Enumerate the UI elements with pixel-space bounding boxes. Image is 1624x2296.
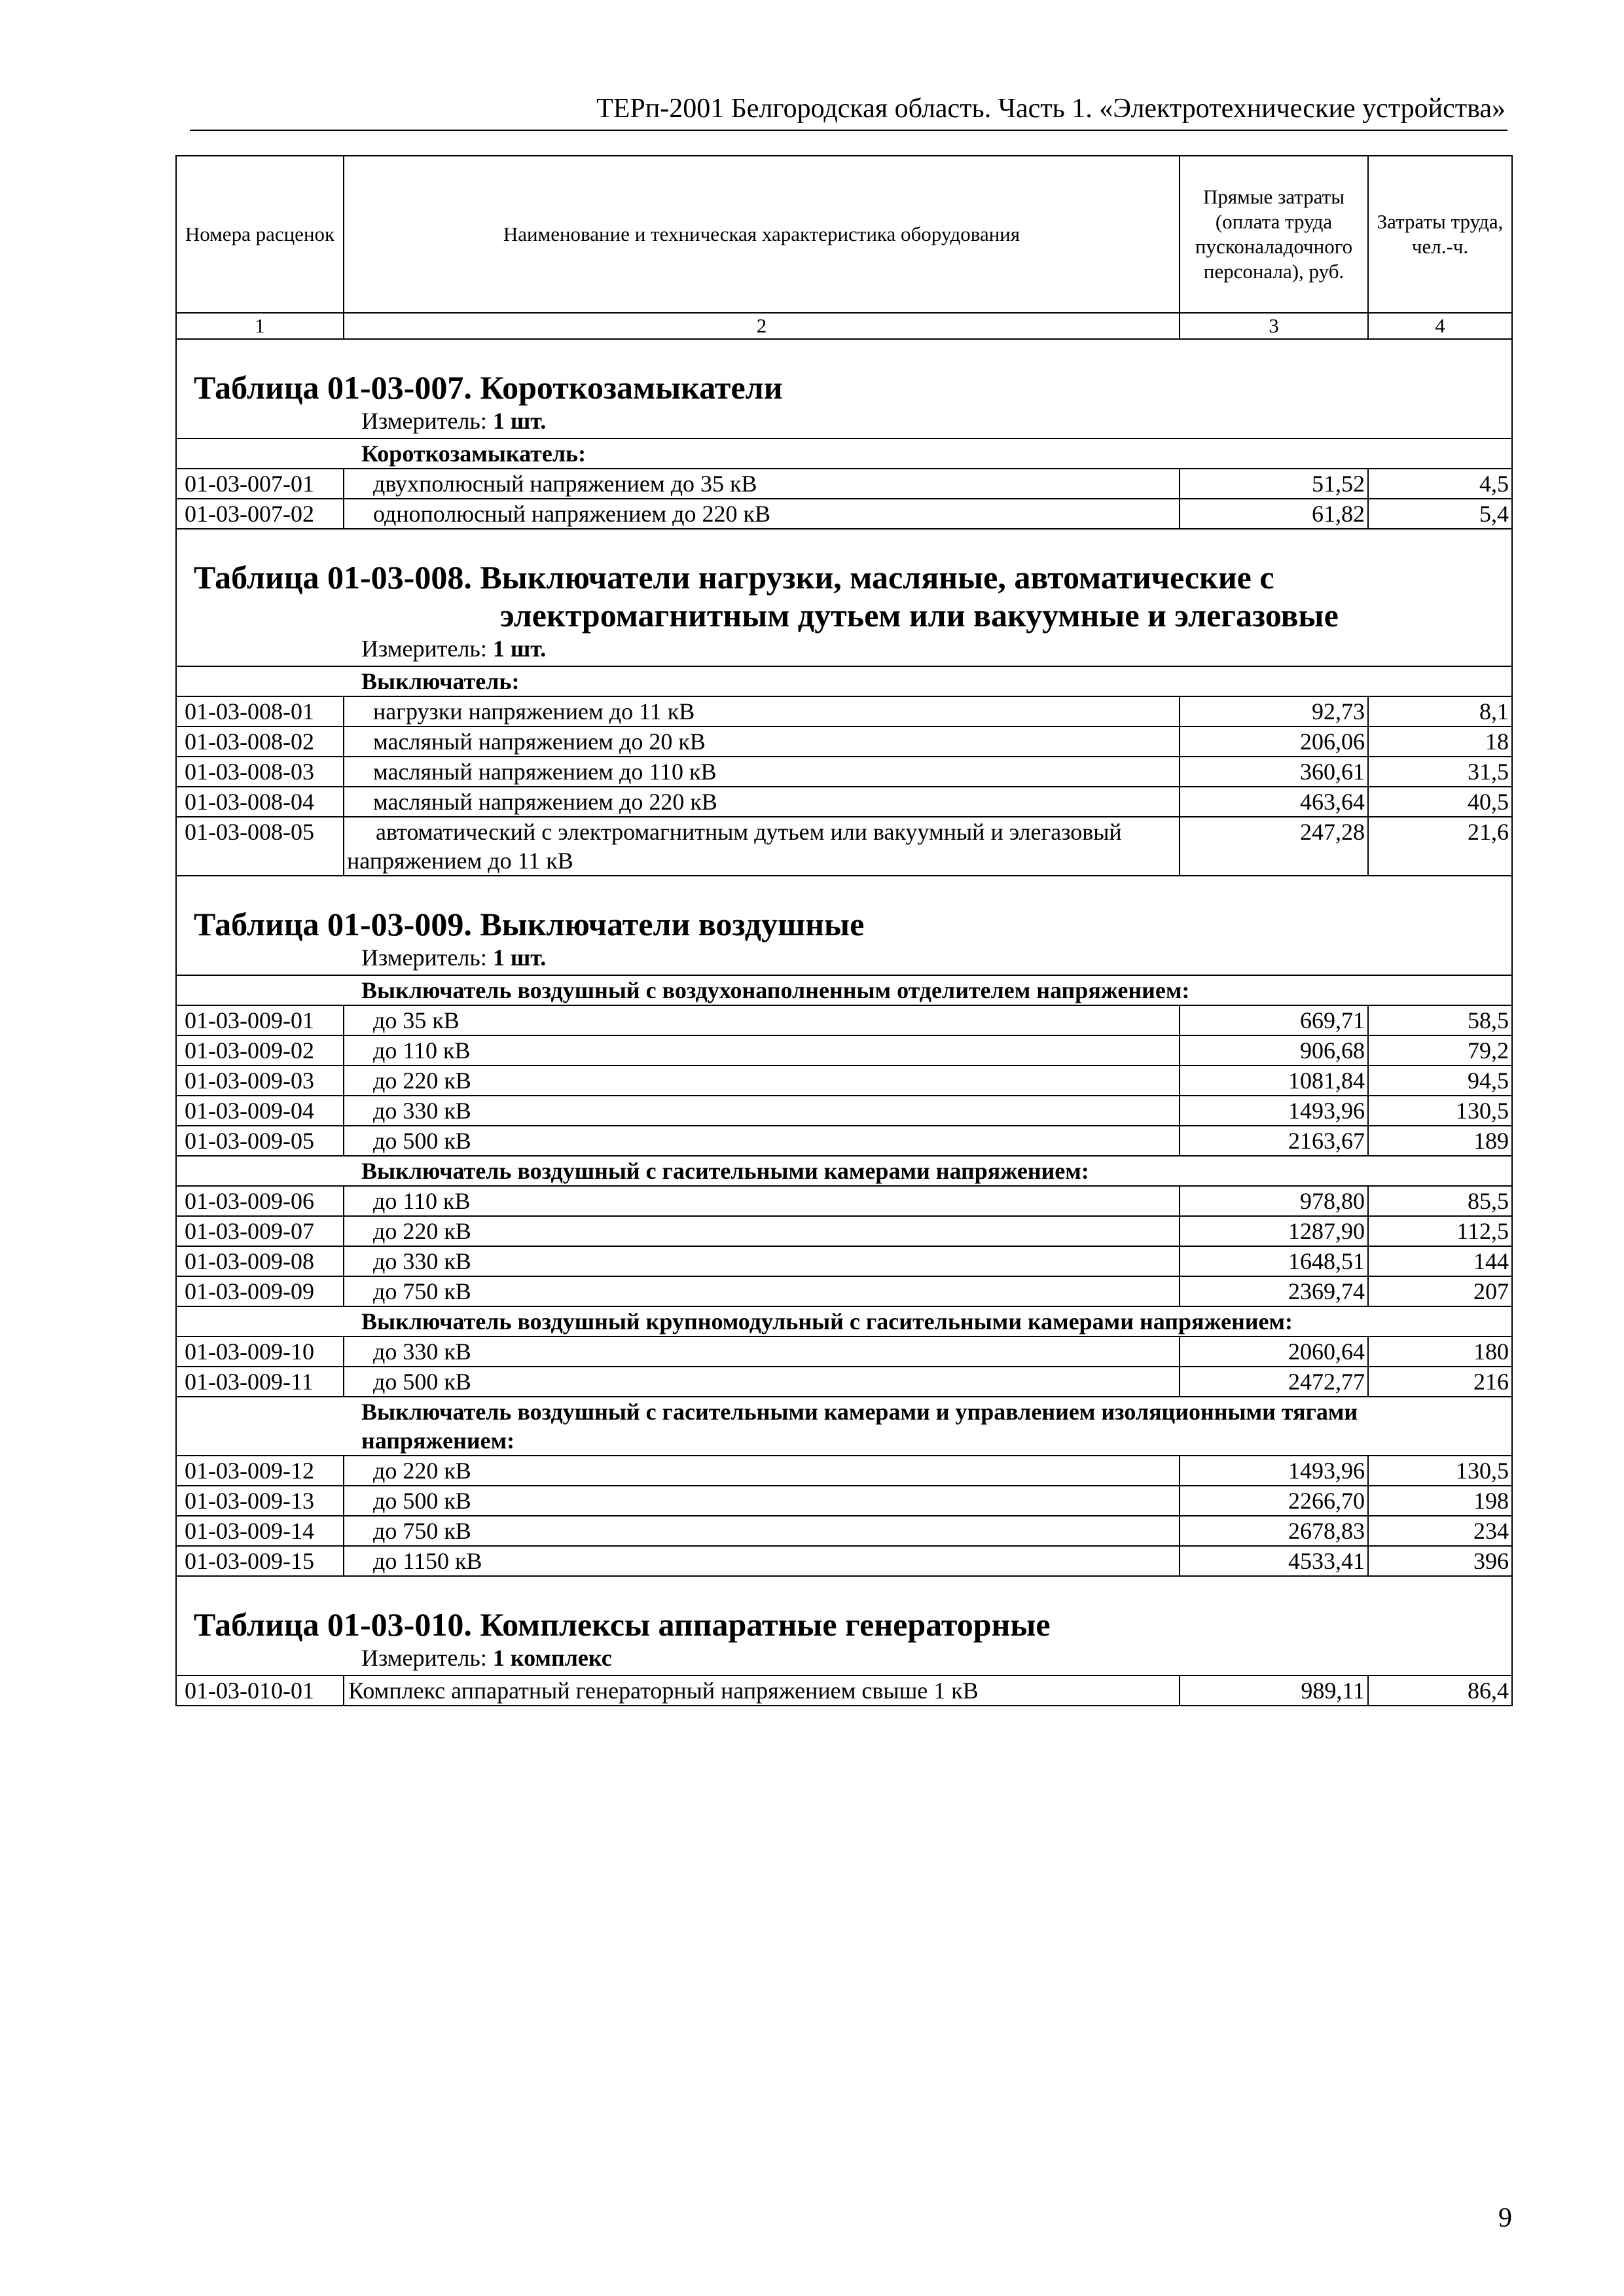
labor-hours: 94,5 bbox=[1368, 1066, 1512, 1096]
section-measure bbox=[177, 1643, 1511, 1675]
header-col-direct-cost: Прямые затраты (оплата труда пусконаладочного персонала), руб. bbox=[1180, 156, 1368, 313]
direct-cost: 989,11 bbox=[1180, 1676, 1368, 1706]
running-header: ТЕРп-2001 Белгородская область. Часть 1. «Электротехнические устройства» bbox=[596, 94, 1506, 124]
table-row bbox=[176, 469, 1512, 499]
rate-code: 01-03-009-05 bbox=[176, 1126, 344, 1156]
equipment-name: до 1150 кВ bbox=[344, 1546, 1180, 1576]
equipment-name: до 500 кВ bbox=[344, 1486, 1180, 1516]
measure-value: 1 шт. bbox=[492, 408, 547, 434]
rate-code: 01-03-010-01 bbox=[176, 1676, 344, 1706]
rate-code: 01-03-009-06 bbox=[176, 1186, 344, 1216]
rate-code: 01-03-008-04 bbox=[176, 787, 344, 817]
group-label: Выключатель воздушный с воздухонаполненным отделителем напряжением: bbox=[176, 975, 1512, 1005]
rate-code: 01-03-009-01 bbox=[176, 1005, 344, 1035]
table-row bbox=[176, 1035, 1512, 1066]
equipment-name: до 35 кВ bbox=[344, 1005, 1180, 1035]
labor-hours: 40,5 bbox=[1368, 787, 1512, 817]
equipment-name: масляный напряжением до 110 кВ bbox=[344, 757, 1180, 787]
table-row bbox=[176, 1367, 1512, 1397]
rate-code: 01-03-008-01 bbox=[176, 696, 344, 726]
table-column-numbers-row bbox=[176, 313, 1512, 339]
labor-hours: 144 bbox=[1368, 1246, 1512, 1276]
section-header bbox=[176, 1576, 1512, 1676]
equipment-name: нагрузки напряжением до 11 кВ bbox=[344, 696, 1180, 726]
labor-hours: 5,4 bbox=[1368, 499, 1512, 529]
rate-code: 01-03-009-10 bbox=[176, 1336, 344, 1367]
group-header-row bbox=[176, 975, 1512, 1005]
direct-cost: 2369,74 bbox=[1180, 1276, 1368, 1306]
table-row bbox=[176, 1546, 1512, 1576]
labor-hours: 18 bbox=[1368, 726, 1512, 757]
section-title-text: Таблица 01-03-008. Выключатели нагрузки, масляные, автоматические с bbox=[194, 559, 1274, 596]
direct-cost: 61,82 bbox=[1180, 499, 1368, 529]
table-row bbox=[176, 1246, 1512, 1276]
table-row bbox=[176, 726, 1512, 757]
price-table bbox=[175, 155, 1513, 1706]
equipment-name: до 500 кВ bbox=[344, 1126, 1180, 1156]
direct-cost: 51,52 bbox=[1180, 469, 1368, 499]
table-row bbox=[176, 817, 1512, 876]
direct-cost: 1081,84 bbox=[1180, 1066, 1368, 1096]
table-row bbox=[176, 1066, 1512, 1096]
equipment-name: до 220 кВ bbox=[344, 1456, 1180, 1486]
equipment-name: масляный напряжением до 220 кВ bbox=[344, 787, 1180, 817]
group-header-row bbox=[176, 666, 1512, 696]
labor-hours: 189 bbox=[1368, 1126, 1512, 1156]
direct-cost: 360,61 bbox=[1180, 757, 1368, 787]
direct-cost: 669,71 bbox=[1180, 1005, 1368, 1035]
labor-hours: 79,2 bbox=[1368, 1035, 1512, 1066]
equipment-name: двухполюсный напряжением до 35 кВ bbox=[344, 469, 1180, 499]
header-col-labor: Затраты труда, чел.-ч. bbox=[1368, 156, 1512, 313]
table-row bbox=[176, 1096, 1512, 1126]
section-title-text: Таблица 01-03-009. Выключатели воздушные bbox=[194, 906, 865, 942]
section-header bbox=[176, 876, 1512, 975]
section-header bbox=[176, 339, 1512, 439]
rate-code: 01-03-009-03 bbox=[176, 1066, 344, 1096]
price-table-container bbox=[175, 155, 1511, 1706]
table-row bbox=[176, 1216, 1512, 1246]
labor-hours: 198 bbox=[1368, 1486, 1512, 1516]
section-header bbox=[176, 529, 1512, 666]
labor-hours: 130,5 bbox=[1368, 1456, 1512, 1486]
direct-cost: 1648,51 bbox=[1180, 1246, 1368, 1276]
group-header-row bbox=[176, 1397, 1512, 1456]
rate-code: 01-03-008-02 bbox=[176, 726, 344, 757]
measure-label: Измеритель: bbox=[361, 944, 487, 971]
measure-label: Измеритель: bbox=[361, 408, 487, 434]
equipment-name: автоматический с электромагнитным дутьем или вакуумный и элегазовый напряжением до 11 кВ bbox=[344, 817, 1180, 876]
equipment-name: до 220 кВ bbox=[344, 1216, 1180, 1246]
measure-value: 1 шт. bbox=[492, 944, 547, 971]
section-header-row bbox=[176, 529, 1512, 666]
equipment-name: до 500 кВ bbox=[344, 1367, 1180, 1397]
group-header-row bbox=[176, 439, 1512, 469]
rate-code: 01-03-009-13 bbox=[176, 1486, 344, 1516]
header-col-name: Наименование и техническая характеристика оборудования bbox=[344, 156, 1180, 313]
direct-cost: 247,28 bbox=[1180, 817, 1368, 876]
rate-code: 01-03-009-07 bbox=[176, 1216, 344, 1246]
rate-code: 01-03-009-04 bbox=[176, 1096, 344, 1126]
equipment-name: масляный напряжением до 20 кВ bbox=[344, 726, 1180, 757]
rate-code: 01-03-009-11 bbox=[176, 1367, 344, 1397]
labor-hours: 4,5 bbox=[1368, 469, 1512, 499]
table-row bbox=[176, 787, 1512, 817]
labor-hours: 180 bbox=[1368, 1336, 1512, 1367]
direct-cost: 2163,67 bbox=[1180, 1126, 1368, 1156]
table-row bbox=[176, 1486, 1512, 1516]
equipment-name: до 330 кВ bbox=[344, 1096, 1180, 1126]
rate-code: 01-03-008-05 bbox=[176, 817, 344, 876]
equipment-name: до 220 кВ bbox=[344, 1066, 1180, 1096]
section-header-row bbox=[176, 339, 1512, 439]
measure-label: Измеритель: bbox=[361, 636, 487, 662]
equipment-name: однополюсный напряжением до 220 кВ bbox=[344, 499, 1180, 529]
measure-label: Измеритель: bbox=[361, 1645, 487, 1671]
rate-code: 01-03-009-08 bbox=[176, 1246, 344, 1276]
page-number: 9 bbox=[1498, 2203, 1512, 2233]
column-number-2: 2 bbox=[344, 313, 1180, 339]
direct-cost: 1287,90 bbox=[1180, 1216, 1368, 1246]
equipment-name: до 750 кВ bbox=[344, 1276, 1180, 1306]
direct-cost: 1493,96 bbox=[1180, 1096, 1368, 1126]
table-header-row bbox=[176, 156, 1512, 313]
direct-cost: 2472,77 bbox=[1180, 1367, 1368, 1397]
labor-hours: 130,5 bbox=[1368, 1096, 1512, 1126]
group-header-row bbox=[176, 1306, 1512, 1336]
equipment-name: Комплекс аппаратный генераторный напряжением свыше 1 кВ bbox=[344, 1676, 1180, 1706]
section-header-row bbox=[176, 1576, 1512, 1676]
equipment-name: до 110 кВ bbox=[344, 1186, 1180, 1216]
rate-code: 01-03-009-14 bbox=[176, 1516, 344, 1546]
table-row bbox=[176, 1126, 1512, 1156]
measure-value: 1 шт. bbox=[492, 636, 547, 662]
labor-hours: 86,4 bbox=[1368, 1676, 1512, 1706]
table-row bbox=[176, 499, 1512, 529]
price-table-body bbox=[176, 156, 1512, 1706]
table-row bbox=[176, 1005, 1512, 1035]
table-row bbox=[176, 1456, 1512, 1486]
rate-code: 01-03-009-09 bbox=[176, 1276, 344, 1306]
section-header-row bbox=[176, 876, 1512, 975]
section-title-text: Таблица 01-03-007. Короткозамыкатели bbox=[194, 369, 783, 406]
group-label: Короткозамыкатель: bbox=[176, 439, 1512, 469]
rate-code: 01-03-009-12 bbox=[176, 1456, 344, 1486]
section-measure bbox=[177, 943, 1511, 975]
column-number-4: 4 bbox=[1368, 313, 1512, 339]
section-title-text: Таблица 01-03-010. Комплексы аппаратные генераторные bbox=[194, 1606, 1051, 1643]
section-title bbox=[177, 340, 1511, 406]
header-rule bbox=[190, 130, 1507, 131]
direct-cost: 1493,96 bbox=[1180, 1456, 1368, 1486]
group-label: Выключатель воздушный с гасительными камерами напряжением: bbox=[176, 1156, 1512, 1186]
section-measure bbox=[177, 634, 1511, 666]
labor-hours: 85,5 bbox=[1368, 1186, 1512, 1216]
direct-cost: 978,80 bbox=[1180, 1186, 1368, 1216]
table-row bbox=[176, 1516, 1512, 1546]
direct-cost: 4533,41 bbox=[1180, 1546, 1368, 1576]
direct-cost: 906,68 bbox=[1180, 1035, 1368, 1066]
labor-hours: 112,5 bbox=[1368, 1216, 1512, 1246]
rate-code: 01-03-007-02 bbox=[176, 499, 344, 529]
labor-hours: 207 bbox=[1368, 1276, 1512, 1306]
equipment-name: до 750 кВ bbox=[344, 1516, 1180, 1546]
equipment-name: до 110 кВ bbox=[344, 1035, 1180, 1066]
equipment-name: до 330 кВ bbox=[344, 1336, 1180, 1367]
direct-cost: 2266,70 bbox=[1180, 1486, 1368, 1516]
group-header-row bbox=[176, 1156, 1512, 1186]
table-row bbox=[176, 696, 1512, 726]
group-label: Выключатель воздушный крупномодульный с гасительными камерами напряжением: bbox=[176, 1306, 1512, 1336]
table-row bbox=[176, 1676, 1512, 1706]
direct-cost: 92,73 bbox=[1180, 696, 1368, 726]
rate-code: 01-03-008-03 bbox=[176, 757, 344, 787]
measure-value: 1 комплекс bbox=[492, 1645, 612, 1671]
direct-cost: 2678,83 bbox=[1180, 1516, 1368, 1546]
table-row bbox=[176, 757, 1512, 787]
rate-code: 01-03-009-02 bbox=[176, 1035, 344, 1066]
column-number-3: 3 bbox=[1180, 313, 1368, 339]
labor-hours: 8,1 bbox=[1368, 696, 1512, 726]
labor-hours: 216 bbox=[1368, 1367, 1512, 1397]
section-title bbox=[177, 1577, 1511, 1643]
group-label: Выключатель: bbox=[176, 666, 1512, 696]
section-title bbox=[177, 529, 1511, 634]
labor-hours: 58,5 bbox=[1368, 1005, 1512, 1035]
section-title bbox=[177, 876, 1511, 943]
labor-hours: 234 bbox=[1368, 1516, 1512, 1546]
section-measure bbox=[177, 406, 1511, 438]
labor-hours: 31,5 bbox=[1368, 757, 1512, 787]
section-title-continuation: электромагнитным дутьем или вакуумные и элегазовые bbox=[500, 597, 1339, 634]
column-number-1: 1 bbox=[176, 313, 344, 339]
header-col-rate-number: Номера расценок bbox=[176, 156, 344, 313]
direct-cost: 206,06 bbox=[1180, 726, 1368, 757]
labor-hours: 21,6 bbox=[1368, 817, 1512, 876]
equipment-name: до 330 кВ bbox=[344, 1246, 1180, 1276]
group-label: Выключатель воздушный с гасительными камерами и управлением изоляционными тягами напряжением: bbox=[176, 1397, 1512, 1456]
table-row bbox=[176, 1336, 1512, 1367]
rate-code: 01-03-007-01 bbox=[176, 469, 344, 499]
table-row bbox=[176, 1276, 1512, 1306]
direct-cost: 463,64 bbox=[1180, 787, 1368, 817]
direct-cost: 2060,64 bbox=[1180, 1336, 1368, 1367]
labor-hours: 396 bbox=[1368, 1546, 1512, 1576]
table-row bbox=[176, 1186, 1512, 1216]
rate-code: 01-03-009-15 bbox=[176, 1546, 344, 1576]
